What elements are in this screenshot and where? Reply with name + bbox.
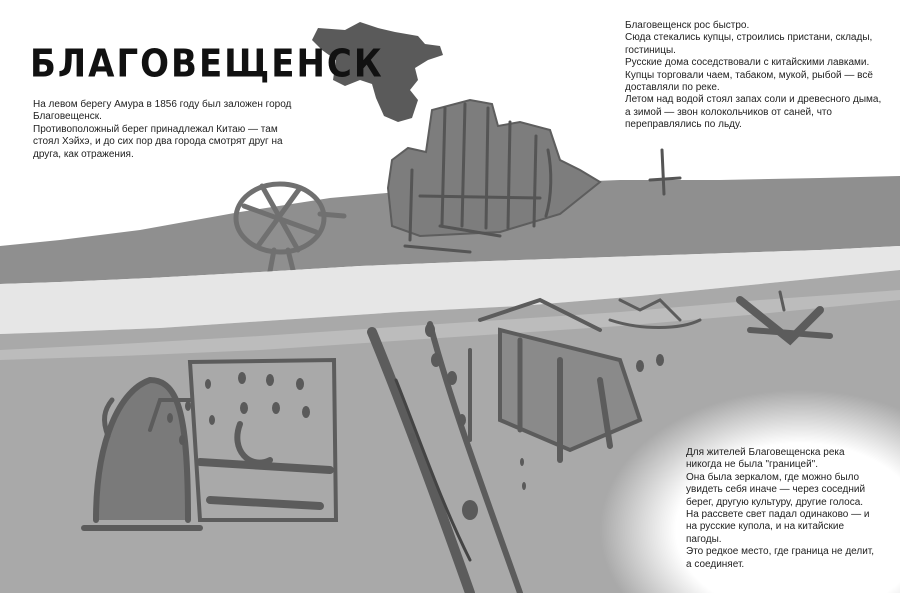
border-line: Это редкое место, где граница не делит, а соединяет.: [686, 546, 875, 570]
growth-line: Благовещенск рос быстро.: [625, 20, 750, 31]
border-line: Она была зеркалом, где можно было увидеть себя иначе — через соседний берег, другую культуру, другие голоса.: [686, 471, 866, 508]
border-text: [686, 447, 876, 571]
growth-line: Купцы торговали чаем, табаком, мукой, рыбой — всё доставляли по реке.: [625, 69, 873, 94]
intro-paragraph-1: На левом берегу Амура в 1856 году был заложен город Благовещенск.: [33, 99, 292, 123]
growth-line: Сюда стекались купцы, строились пристани, склады, гостиницы.: [625, 32, 873, 56]
border-line: Для жителей Благовещенска река никогда не была "границей".: [686, 447, 845, 471]
growth-text: [625, 20, 887, 132]
intro-text: [33, 99, 295, 161]
border-line: На рассвете свет падал одинаково — и на русские купола, и на китайские пагоды.: [686, 509, 870, 545]
intro-paragraph-2: Противоположный берег принадлежал Китаю — там стоял Хэйхэ, и до сих пор два города смотрят друг на друга, как отражения.: [33, 123, 283, 160]
growth-line: Русские дома соседствовали с китайскими лавками.: [625, 57, 870, 69]
page-title: БЛАГОВЕЩЕНСК: [30, 42, 384, 87]
growth-line: Летом над водой стоял запах соли и древесного дыма, а зимой — звон колокольчиков от саней, что переправлялись по льду.: [625, 94, 882, 131]
